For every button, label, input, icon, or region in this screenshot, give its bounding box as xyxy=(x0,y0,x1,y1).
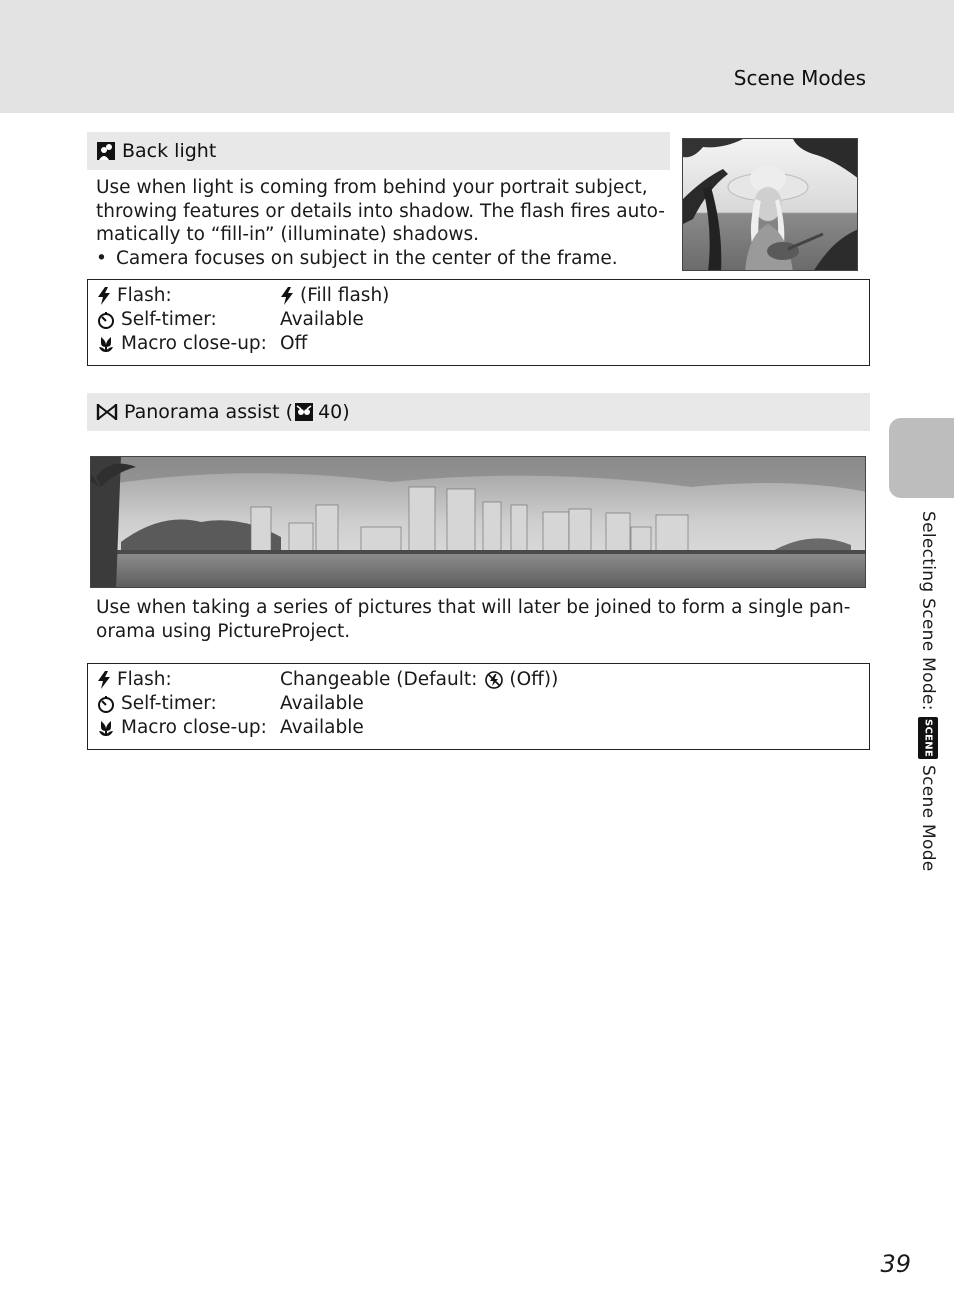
spec-row-macro xyxy=(97,716,860,740)
panorama-heading-text: Panorama assist ( xyxy=(124,401,294,423)
panorama-spec-box xyxy=(87,663,870,750)
flash-label: Flash: xyxy=(117,669,172,690)
flash-value-suffix: (Off)) xyxy=(509,669,559,690)
backlight-bullet-text: Camera focuses on subject in the center of the frame. xyxy=(116,248,618,270)
page-number: 39 xyxy=(880,1250,911,1278)
flash-value: (Fill flash) xyxy=(300,285,390,306)
spec-row-flash xyxy=(97,284,860,308)
panorama-icon xyxy=(96,403,118,421)
chapter-side-text-before: Selecting Scene Mode: xyxy=(918,511,938,711)
header-band xyxy=(0,0,954,113)
backlight-line-2: throwing features or details into shadow. The flash fires auto- xyxy=(96,200,665,222)
self-timer-label: Self-timer: xyxy=(121,309,217,330)
macro-icon xyxy=(97,335,115,353)
bullet-dot: • xyxy=(96,248,107,270)
backlight-line-3: matically to “fill-in” (illuminate) shadows. xyxy=(96,224,480,246)
macro-label: Macro close-up: xyxy=(121,333,267,354)
flash-icon xyxy=(280,287,294,305)
macro-icon xyxy=(97,719,115,737)
flash-icon xyxy=(97,287,111,305)
page-header-title: Scene Modes xyxy=(733,66,866,90)
reference-icon xyxy=(295,403,313,421)
self-timer-icon xyxy=(97,695,115,713)
macro-value: Off xyxy=(280,333,308,354)
self-timer-value: Available xyxy=(280,309,364,330)
backlight-description xyxy=(96,176,668,271)
spec-row-self-timer xyxy=(97,308,860,332)
flash-value-prefix: Changeable (Default: xyxy=(280,669,478,690)
panorama-description xyxy=(96,596,866,643)
backlight-photo xyxy=(682,138,858,271)
chapter-side-text-after: Scene Mode xyxy=(918,764,938,872)
panorama-photo xyxy=(90,456,866,588)
spec-row-macro xyxy=(97,332,860,356)
macro-label: Macro close-up: xyxy=(121,717,267,738)
scene-badge: SCENE xyxy=(918,717,938,759)
backlight-bullet xyxy=(96,247,668,271)
panorama-line-2: orama using PictureProject. xyxy=(96,620,351,642)
self-timer-label: Self-timer: xyxy=(121,693,217,714)
chapter-side-label xyxy=(918,511,938,871)
backlight-heading: Back light xyxy=(122,140,217,162)
backlight-line-1: Use when light is coming from behind your portrait subject, xyxy=(96,177,648,198)
panorama-line-1: Use when taking a series of pictures that will later be joined to form a single pan- xyxy=(96,597,851,618)
backlight-heading-bar xyxy=(87,132,670,170)
chapter-tab xyxy=(889,418,954,498)
self-timer-value: Available xyxy=(280,693,364,714)
panorama-heading-bar xyxy=(87,393,870,431)
flash-label: Flash: xyxy=(117,285,172,306)
spec-row-flash xyxy=(97,668,860,692)
backlight-icon xyxy=(96,141,116,161)
macro-value: Available xyxy=(280,717,364,738)
spec-row-self-timer xyxy=(97,692,860,716)
flash-icon xyxy=(97,671,111,689)
flash-off-icon xyxy=(485,671,503,689)
backlight-spec-box xyxy=(87,279,870,366)
panorama-heading-page: 40) xyxy=(318,401,350,423)
self-timer-icon xyxy=(97,311,115,329)
